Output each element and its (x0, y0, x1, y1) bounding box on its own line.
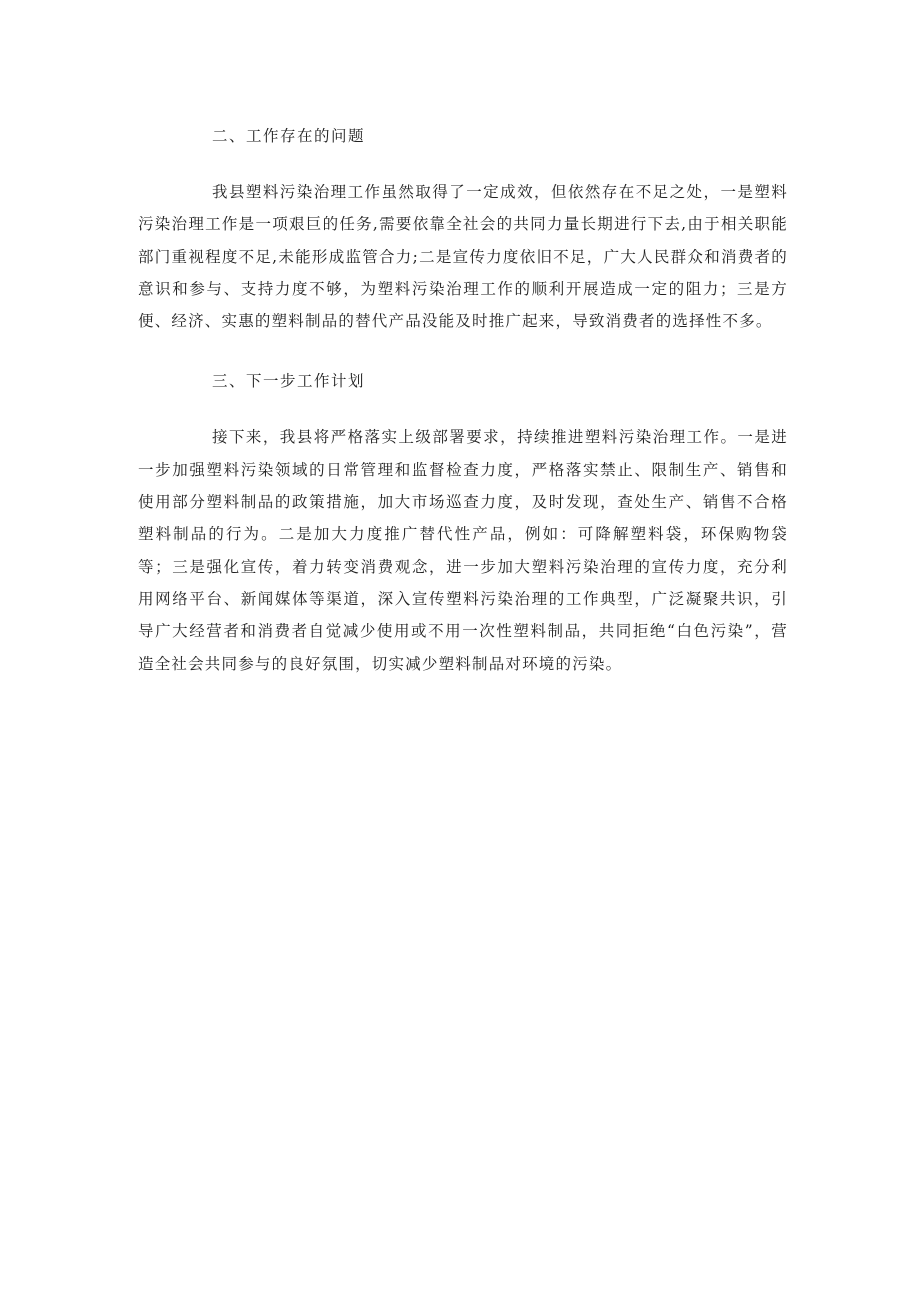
section-paragraph-problems: 我县塑料污染治理工作虽然取得了一定成效，但依然存在不足之处，一是塑料污染治理工作是一项艰巨的任务,需要依靠全社会的共同力量长期进行下去,由于相关职能部门重视程度不足,未能形成监管合力;二是宣传力度依旧不足，广大人民群众和消费者的意识和参与、支持力度不够，为塑料污染治理工作的顺利开展造成一定的阻力；三是方便、经济、实惠的塑料制品的替代产品没能及时推广起来，导致消费者的选择性不多。 (138, 183, 788, 331)
section-paragraph-next-plan: 接下来，我县将严格落实上级部署要求，持续推进塑料污染治理工作。一是进一步加强塑料污染领域的日常管理和监督检查力度，严格落实禁止、限制生产、销售和使用部分塑料制品的政策措施，加大市场巡查力度，及时发现，查处生产、销售不合格塑料制品的行为。二是加大力度推广替代性产品，例如：可降解塑料袋，环保购物袋等；三是强化宣传，着力转变消费观念，进一步加大塑料污染治理的宣传力度，充分利用网络平台、新闻媒体等渠道，深入宣传塑料污染治理的工作典型，广泛凝聚共识，引导广大经营者和消费者自觉减少使用或不用一次性塑料制品，共同拒绝“白色污染”，营造全社会共同参与的良好氛围，切实减少塑料制品对环境的污染。 (138, 428, 788, 673)
section-heading-problems: 二、工作存在的问题 (212, 127, 366, 145)
section-heading-next-plan: 三、下一步工作计划 (212, 372, 366, 391)
document-body (138, 122, 788, 680)
